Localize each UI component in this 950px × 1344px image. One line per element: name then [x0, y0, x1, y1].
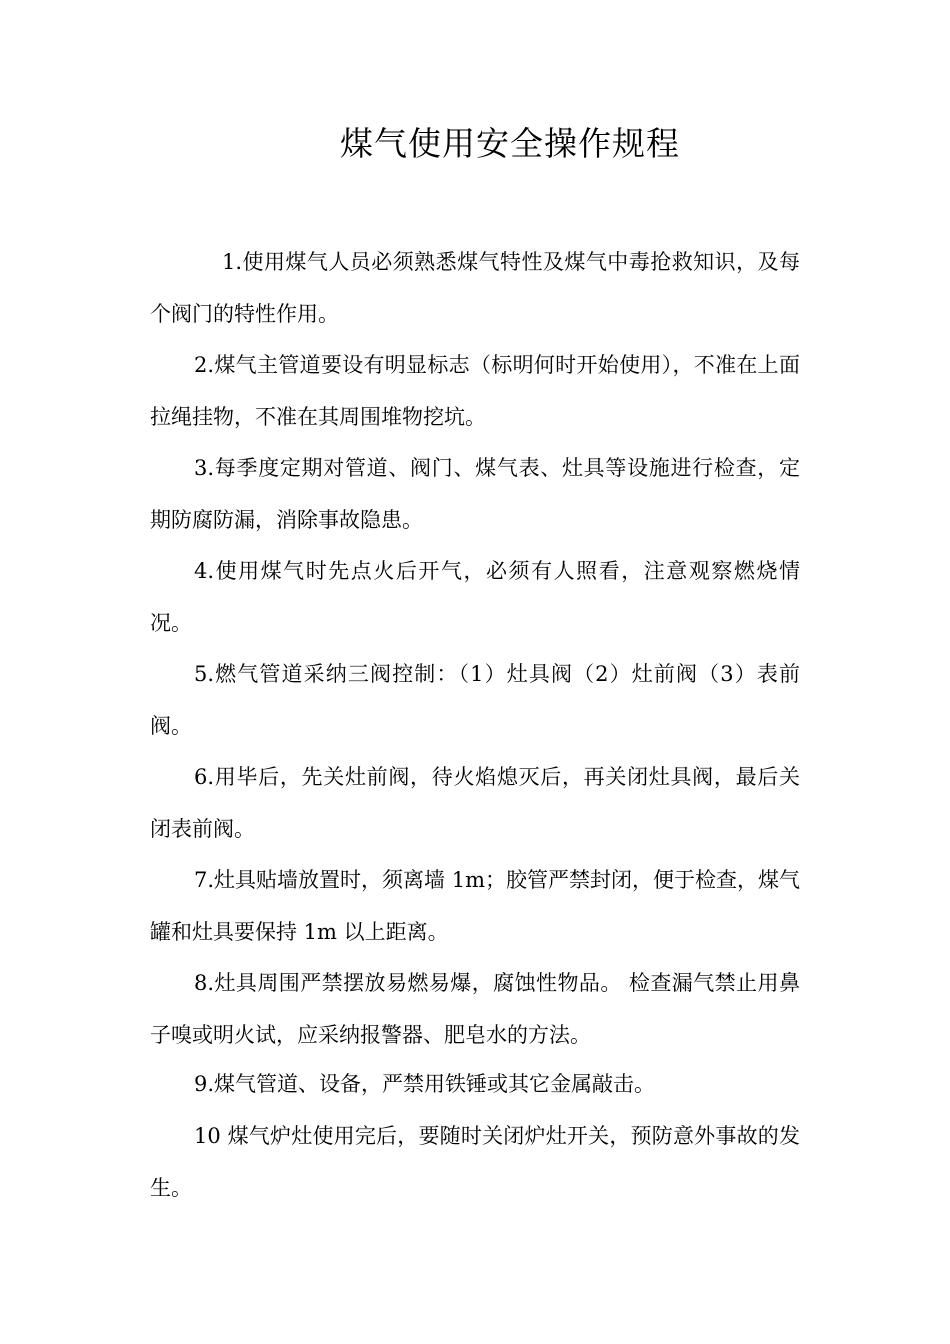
clause-6: 6.用毕后，先关灶前阀，待火焰熄灭后，再关闭灶具阀，最后关闭表前阀。 — [150, 765, 800, 841]
clause-10: 10 煤气炉灶使用完后，要随时关闭炉灶开关，预防意外事故的发生。 — [150, 1124, 800, 1200]
clause-9: 9.煤气管道、设备，严禁用铁锤或其它金属敲击。 — [194, 1072, 656, 1096]
clause-1: 1.使用煤气人员必须熟悉煤气特性及煤气中毒抢救知识，及每个阀门的特性作用。 — [150, 250, 800, 326]
clause-3: 3.每季度定期对管道、阀门、煤气表、灶具等设施进行检查，定期防腐防漏，消除事故隐患。 — [150, 456, 800, 532]
clause-8: 8.灶具周围严禁摆放易燃易爆，腐蚀性物品。 检查漏气禁止用鼻子嗅或明火试，应采纳报警器、肥皂水的方法。 — [150, 971, 800, 1047]
clause-7: 7.灶具贴墙放置时，须离墙 1m；胶管严禁封闭，便于检查，煤气罐和灶具要保持 1m 以上距离。 — [150, 868, 800, 944]
clause-4: 4.使用煤气时先点火后开气，必须有人照看，注意观察燃烧情况。 — [150, 559, 800, 635]
clause-5: 5.燃气管道采纳三阀控制：（1）灶具阀（2）灶前阀（3）表前阀。 — [150, 662, 800, 738]
clause-2: 2.煤气主管道要设有明显标志（标明何时开始使用），不准在上面拉绳挂物，不准在其周围堆物挖坑。 — [150, 353, 800, 429]
document-title: 煤气使用安全操作规程 — [340, 124, 680, 163]
